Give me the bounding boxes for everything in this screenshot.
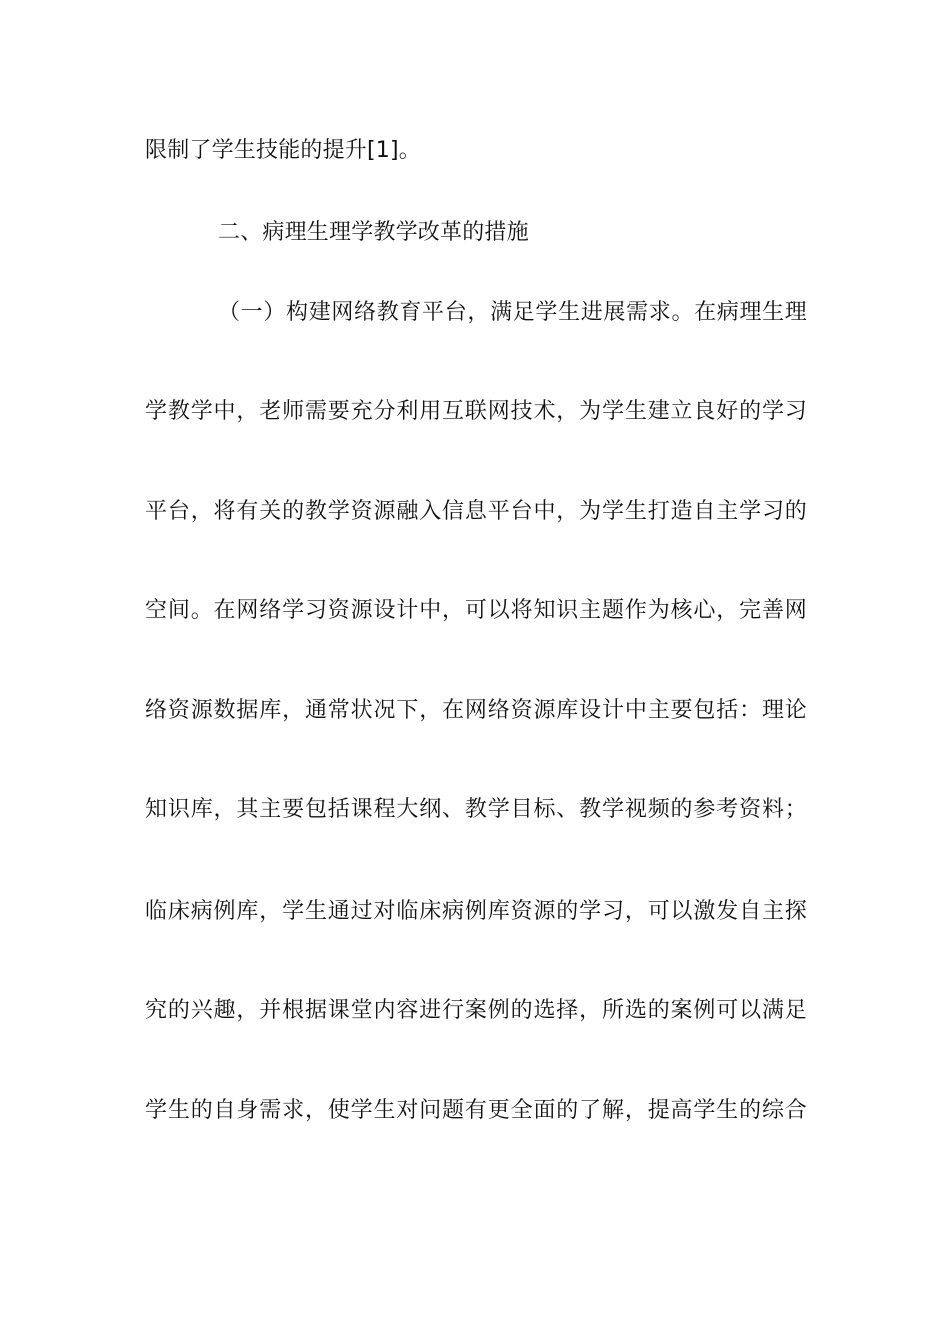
paragraph-line: 限制了学生技能的提升[1]。 — [145, 138, 421, 163]
paragraph-line: 络资源数据库，通常状况下，在网络资源库设计中主要包括：理论 — [145, 698, 807, 723]
paragraph-line: 空间。在网络学习资源设计中，可以将知识主题作为核心，完善网 — [145, 598, 807, 623]
section-heading: 二、病理生理学教学改革的措施 — [218, 220, 529, 245]
paragraph-line: 平台，将有关的教学资源融入信息平台中，为学生打造自主学习的 — [145, 499, 807, 524]
paragraph-line: 临床病例库，学生通过对临床病例库资源的学习，可以激发自主探 — [145, 899, 807, 924]
paragraph-line: 学教学中，老师需要充分利用互联网技术，为学生建立良好的学习 — [145, 399, 807, 424]
paragraph-line: 学生的自身需求，使学生对问题有更全面的了解，提高学生的综合 — [145, 1098, 807, 1123]
paragraph-line: （一）构建网络教育平台，满足学生进展需求。在病理生理 — [218, 300, 807, 325]
paragraph-line: 知识库，其主要包括课程大纲、教学目标、教学视频的参考资料； — [145, 797, 807, 822]
paragraph-line: 究的兴趣，并根据课堂内容进行案例的选择，所选的案例可以满足 — [145, 998, 807, 1023]
